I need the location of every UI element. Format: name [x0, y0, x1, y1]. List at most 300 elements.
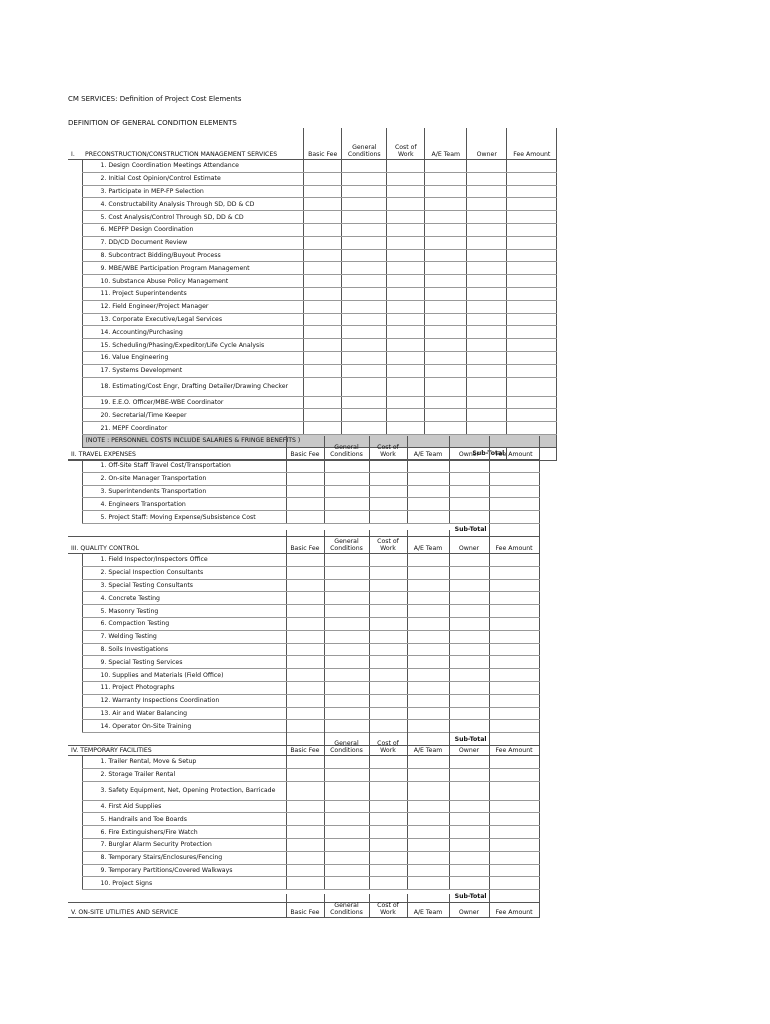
value-cell[interactable]: [286, 460, 324, 473]
value-cell[interactable]: [369, 768, 407, 781]
value-cell[interactable]: [286, 579, 324, 592]
value-cell[interactable]: [286, 838, 324, 851]
value-cell[interactable]: [449, 579, 489, 592]
value-cell[interactable]: [407, 485, 449, 498]
value-cell[interactable]: [286, 768, 324, 781]
value-cell[interactable]: [507, 300, 557, 313]
value-cell[interactable]: [369, 554, 407, 567]
value-cell[interactable]: [489, 768, 539, 781]
value-cell[interactable]: [324, 781, 369, 800]
value-cell[interactable]: [324, 838, 369, 851]
value-cell[interactable]: [304, 351, 342, 364]
value-cell[interactable]: [387, 185, 425, 198]
value-cell[interactable]: [286, 605, 324, 618]
value-cell[interactable]: [324, 756, 369, 769]
value-cell[interactable]: [387, 339, 425, 352]
value-cell[interactable]: [387, 236, 425, 249]
value-cell[interactable]: [449, 681, 489, 694]
value-cell[interactable]: [407, 592, 449, 605]
value-cell[interactable]: [407, 694, 449, 707]
value-cell[interactable]: [342, 364, 387, 377]
value-cell[interactable]: [467, 262, 507, 275]
value-cell[interactable]: [467, 377, 507, 396]
value-cell[interactable]: [324, 511, 369, 524]
value-cell[interactable]: [369, 813, 407, 826]
value-cell[interactable]: [467, 185, 507, 198]
value-cell[interactable]: [449, 643, 489, 656]
value-cell[interactable]: [449, 813, 489, 826]
value-cell[interactable]: [489, 472, 539, 485]
value-cell[interactable]: [304, 198, 342, 211]
value-cell[interactable]: [489, 498, 539, 511]
value-cell[interactable]: [324, 720, 369, 733]
value-cell[interactable]: [407, 864, 449, 877]
value-cell[interactable]: [324, 498, 369, 511]
value-cell[interactable]: [507, 287, 557, 300]
value-cell[interactable]: [449, 656, 489, 669]
value-cell[interactable]: [342, 275, 387, 288]
value-cell[interactable]: [369, 579, 407, 592]
value-cell[interactable]: [369, 826, 407, 839]
value-cell[interactable]: [489, 826, 539, 839]
value-cell[interactable]: [369, 864, 407, 877]
value-cell[interactable]: [449, 781, 489, 800]
value-cell[interactable]: [449, 566, 489, 579]
value-cell[interactable]: [425, 409, 467, 422]
value-cell[interactable]: [489, 566, 539, 579]
value-cell[interactable]: [407, 460, 449, 473]
value-cell[interactable]: [324, 768, 369, 781]
value-cell[interactable]: [304, 275, 342, 288]
value-cell[interactable]: [369, 694, 407, 707]
value-cell[interactable]: [507, 160, 557, 173]
value-cell[interactable]: [467, 422, 507, 435]
value-cell[interactable]: [425, 339, 467, 352]
value-cell[interactable]: [286, 669, 324, 682]
value-cell[interactable]: [425, 236, 467, 249]
value-cell[interactable]: [425, 422, 467, 435]
value-cell[interactable]: [304, 313, 342, 326]
value-cell[interactable]: [467, 249, 507, 262]
value-cell[interactable]: [507, 198, 557, 211]
value-cell[interactable]: [342, 396, 387, 409]
value-cell[interactable]: [286, 826, 324, 839]
value-cell[interactable]: [304, 211, 342, 224]
value-cell[interactable]: [304, 422, 342, 435]
value-cell[interactable]: [467, 275, 507, 288]
value-cell[interactable]: [467, 236, 507, 249]
value-cell[interactable]: [489, 864, 539, 877]
value-cell[interactable]: [449, 800, 489, 813]
value-cell[interactable]: [467, 364, 507, 377]
value-cell[interactable]: [449, 617, 489, 630]
value-cell[interactable]: [369, 720, 407, 733]
value-cell[interactable]: [449, 460, 489, 473]
value-cell[interactable]: [286, 707, 324, 720]
value-cell[interactable]: [387, 160, 425, 173]
value-cell[interactable]: [425, 211, 467, 224]
value-cell[interactable]: [324, 656, 369, 669]
value-cell[interactable]: [407, 720, 449, 733]
value-cell[interactable]: [342, 211, 387, 224]
value-cell[interactable]: [286, 643, 324, 656]
value-cell[interactable]: [489, 605, 539, 618]
value-cell[interactable]: [304, 172, 342, 185]
value-cell[interactable]: [387, 377, 425, 396]
value-cell[interactable]: [407, 681, 449, 694]
value-cell[interactable]: [369, 643, 407, 656]
value-cell[interactable]: [489, 669, 539, 682]
value-cell[interactable]: [324, 605, 369, 618]
value-cell[interactable]: [449, 838, 489, 851]
value-cell[interactable]: [369, 707, 407, 720]
value-cell[interactable]: [507, 313, 557, 326]
value-cell[interactable]: [449, 630, 489, 643]
value-cell[interactable]: [286, 656, 324, 669]
value-cell[interactable]: [507, 326, 557, 339]
value-cell[interactable]: [489, 681, 539, 694]
value-cell[interactable]: [489, 554, 539, 567]
value-cell[interactable]: [449, 864, 489, 877]
value-cell[interactable]: [369, 472, 407, 485]
value-cell[interactable]: [342, 300, 387, 313]
value-cell[interactable]: [324, 694, 369, 707]
value-cell[interactable]: [286, 781, 324, 800]
value-cell[interactable]: [425, 313, 467, 326]
value-cell[interactable]: [324, 864, 369, 877]
value-cell[interactable]: [286, 800, 324, 813]
value-cell[interactable]: [387, 211, 425, 224]
value-cell[interactable]: [407, 756, 449, 769]
value-cell[interactable]: [407, 656, 449, 669]
value-cell[interactable]: [407, 768, 449, 781]
value-cell[interactable]: [407, 838, 449, 851]
value-cell[interactable]: [507, 262, 557, 275]
value-cell[interactable]: [324, 472, 369, 485]
value-cell[interactable]: [507, 185, 557, 198]
value-cell[interactable]: [324, 813, 369, 826]
value-cell[interactable]: [467, 300, 507, 313]
value-cell[interactable]: [369, 605, 407, 618]
value-cell[interactable]: [449, 720, 489, 733]
value-cell[interactable]: [425, 326, 467, 339]
value-cell[interactable]: [387, 326, 425, 339]
value-cell[interactable]: [369, 630, 407, 643]
value-cell[interactable]: [324, 460, 369, 473]
value-cell[interactable]: [369, 781, 407, 800]
value-cell[interactable]: [449, 694, 489, 707]
value-cell[interactable]: [324, 800, 369, 813]
value-cell[interactable]: [407, 813, 449, 826]
value-cell[interactable]: [369, 566, 407, 579]
value-cell[interactable]: [324, 579, 369, 592]
value-cell[interactable]: [286, 864, 324, 877]
value-cell[interactable]: [387, 300, 425, 313]
value-cell[interactable]: [342, 422, 387, 435]
value-cell[interactable]: [425, 377, 467, 396]
value-cell[interactable]: [507, 396, 557, 409]
value-cell[interactable]: [407, 826, 449, 839]
value-cell[interactable]: [324, 643, 369, 656]
value-cell[interactable]: [369, 681, 407, 694]
value-cell[interactable]: [304, 300, 342, 313]
value-cell[interactable]: [387, 396, 425, 409]
value-cell[interactable]: [324, 592, 369, 605]
value-cell[interactable]: [342, 313, 387, 326]
value-cell[interactable]: [387, 409, 425, 422]
value-cell[interactable]: [507, 249, 557, 262]
value-cell[interactable]: [387, 223, 425, 236]
value-cell[interactable]: [387, 287, 425, 300]
value-cell[interactable]: [324, 669, 369, 682]
value-cell[interactable]: [369, 800, 407, 813]
value-cell[interactable]: [286, 511, 324, 524]
value-cell[interactable]: [369, 851, 407, 864]
value-cell[interactable]: [489, 694, 539, 707]
value-cell[interactable]: [304, 287, 342, 300]
value-cell[interactable]: [507, 236, 557, 249]
value-cell[interactable]: [425, 249, 467, 262]
value-cell[interactable]: [407, 472, 449, 485]
value-cell[interactable]: [407, 669, 449, 682]
value-cell[interactable]: [387, 198, 425, 211]
value-cell[interactable]: [449, 472, 489, 485]
value-cell[interactable]: [449, 554, 489, 567]
value-cell[interactable]: [369, 511, 407, 524]
value-cell[interactable]: [286, 498, 324, 511]
value-cell[interactable]: [449, 851, 489, 864]
value-cell[interactable]: [286, 756, 324, 769]
value-cell[interactable]: [449, 511, 489, 524]
value-cell[interactable]: [387, 249, 425, 262]
value-cell[interactable]: [489, 756, 539, 769]
value-cell[interactable]: [387, 422, 425, 435]
value-cell[interactable]: [407, 851, 449, 864]
value-cell[interactable]: [286, 877, 324, 890]
value-cell[interactable]: [387, 313, 425, 326]
value-cell[interactable]: [425, 198, 467, 211]
value-cell[interactable]: [467, 211, 507, 224]
value-cell[interactable]: [507, 422, 557, 435]
value-cell[interactable]: [507, 211, 557, 224]
value-cell[interactable]: [489, 813, 539, 826]
value-cell[interactable]: [286, 720, 324, 733]
value-cell[interactable]: [449, 756, 489, 769]
value-cell[interactable]: [342, 377, 387, 396]
value-cell[interactable]: [304, 236, 342, 249]
value-cell[interactable]: [507, 364, 557, 377]
value-cell[interactable]: [425, 172, 467, 185]
value-cell[interactable]: [369, 592, 407, 605]
value-cell[interactable]: [467, 351, 507, 364]
value-cell[interactable]: [489, 851, 539, 864]
value-cell[interactable]: [507, 409, 557, 422]
value-cell[interactable]: [407, 617, 449, 630]
value-cell[interactable]: [304, 185, 342, 198]
value-cell[interactable]: [286, 813, 324, 826]
value-cell[interactable]: [304, 364, 342, 377]
value-cell[interactable]: [342, 185, 387, 198]
value-cell[interactable]: [407, 511, 449, 524]
value-cell[interactable]: [286, 592, 324, 605]
value-cell[interactable]: [489, 511, 539, 524]
value-cell[interactable]: [449, 605, 489, 618]
value-cell[interactable]: [425, 160, 467, 173]
value-cell[interactable]: [489, 643, 539, 656]
value-cell[interactable]: [425, 351, 467, 364]
value-cell[interactable]: [507, 172, 557, 185]
value-cell[interactable]: [304, 339, 342, 352]
value-cell[interactable]: [449, 707, 489, 720]
value-cell[interactable]: [324, 851, 369, 864]
value-cell[interactable]: [387, 364, 425, 377]
value-cell[interactable]: [342, 409, 387, 422]
value-cell[interactable]: [342, 236, 387, 249]
value-cell[interactable]: [425, 262, 467, 275]
value-cell[interactable]: [489, 485, 539, 498]
value-cell[interactable]: [286, 630, 324, 643]
value-cell[interactable]: [467, 339, 507, 352]
value-cell[interactable]: [342, 172, 387, 185]
value-cell[interactable]: [369, 617, 407, 630]
value-cell[interactable]: [489, 838, 539, 851]
value-cell[interactable]: [449, 768, 489, 781]
value-cell[interactable]: [489, 579, 539, 592]
value-cell[interactable]: [507, 339, 557, 352]
value-cell[interactable]: [286, 554, 324, 567]
value-cell[interactable]: [304, 160, 342, 173]
value-cell[interactable]: [324, 707, 369, 720]
value-cell[interactable]: [489, 877, 539, 890]
value-cell[interactable]: [489, 707, 539, 720]
value-cell[interactable]: [369, 485, 407, 498]
value-cell[interactable]: [489, 592, 539, 605]
value-cell[interactable]: [324, 877, 369, 890]
value-cell[interactable]: [489, 781, 539, 800]
value-cell[interactable]: [425, 396, 467, 409]
value-cell[interactable]: [425, 300, 467, 313]
value-cell[interactable]: [286, 617, 324, 630]
value-cell[interactable]: [304, 326, 342, 339]
value-cell[interactable]: [449, 877, 489, 890]
value-cell[interactable]: [467, 313, 507, 326]
value-cell[interactable]: [342, 262, 387, 275]
value-cell[interactable]: [342, 160, 387, 173]
value-cell[interactable]: [489, 720, 539, 733]
value-cell[interactable]: [449, 485, 489, 498]
value-cell[interactable]: [324, 630, 369, 643]
value-cell[interactable]: [407, 877, 449, 890]
value-cell[interactable]: [369, 756, 407, 769]
value-cell[interactable]: [342, 351, 387, 364]
value-cell[interactable]: [507, 275, 557, 288]
value-cell[interactable]: [407, 554, 449, 567]
value-cell[interactable]: [467, 198, 507, 211]
value-cell[interactable]: [286, 566, 324, 579]
value-cell[interactable]: [425, 287, 467, 300]
value-cell[interactable]: [407, 566, 449, 579]
value-cell[interactable]: [507, 223, 557, 236]
value-cell[interactable]: [449, 592, 489, 605]
value-cell[interactable]: [489, 800, 539, 813]
value-cell[interactable]: [286, 472, 324, 485]
value-cell[interactable]: [304, 262, 342, 275]
value-cell[interactable]: [342, 339, 387, 352]
value-cell[interactable]: [304, 249, 342, 262]
value-cell[interactable]: [286, 694, 324, 707]
value-cell[interactable]: [342, 326, 387, 339]
value-cell[interactable]: [324, 617, 369, 630]
value-cell[interactable]: [342, 249, 387, 262]
value-cell[interactable]: [489, 656, 539, 669]
value-cell[interactable]: [467, 223, 507, 236]
value-cell[interactable]: [369, 838, 407, 851]
value-cell[interactable]: [507, 351, 557, 364]
value-cell[interactable]: [304, 396, 342, 409]
value-cell[interactable]: [507, 377, 557, 396]
value-cell[interactable]: [387, 172, 425, 185]
value-cell[interactable]: [369, 877, 407, 890]
value-cell[interactable]: [449, 498, 489, 511]
value-cell[interactable]: [407, 630, 449, 643]
value-cell[interactable]: [324, 826, 369, 839]
value-cell[interactable]: [449, 826, 489, 839]
value-cell[interactable]: [407, 781, 449, 800]
value-cell[interactable]: [407, 707, 449, 720]
value-cell[interactable]: [407, 800, 449, 813]
value-cell[interactable]: [407, 498, 449, 511]
value-cell[interactable]: [369, 669, 407, 682]
value-cell[interactable]: [467, 287, 507, 300]
value-cell[interactable]: [407, 643, 449, 656]
value-cell[interactable]: [286, 851, 324, 864]
value-cell[interactable]: [467, 409, 507, 422]
value-cell[interactable]: [407, 605, 449, 618]
value-cell[interactable]: [369, 498, 407, 511]
value-cell[interactable]: [304, 377, 342, 396]
value-cell[interactable]: [387, 351, 425, 364]
value-cell[interactable]: [407, 579, 449, 592]
value-cell[interactable]: [304, 409, 342, 422]
value-cell[interactable]: [489, 630, 539, 643]
value-cell[interactable]: [387, 262, 425, 275]
value-cell[interactable]: [324, 554, 369, 567]
value-cell[interactable]: [304, 223, 342, 236]
value-cell[interactable]: [369, 460, 407, 473]
value-cell[interactable]: [324, 485, 369, 498]
value-cell[interactable]: [369, 656, 407, 669]
value-cell[interactable]: [489, 460, 539, 473]
value-cell[interactable]: [387, 275, 425, 288]
value-cell[interactable]: [467, 160, 507, 173]
value-cell[interactable]: [342, 223, 387, 236]
value-cell[interactable]: [425, 223, 467, 236]
value-cell[interactable]: [286, 485, 324, 498]
value-cell[interactable]: [425, 185, 467, 198]
value-cell[interactable]: [467, 326, 507, 339]
value-cell[interactable]: [342, 198, 387, 211]
value-cell[interactable]: [286, 681, 324, 694]
value-cell[interactable]: [324, 566, 369, 579]
value-cell[interactable]: [425, 275, 467, 288]
value-cell[interactable]: [449, 669, 489, 682]
value-cell[interactable]: [342, 287, 387, 300]
value-cell[interactable]: [467, 396, 507, 409]
value-cell[interactable]: [489, 617, 539, 630]
value-cell[interactable]: [324, 681, 369, 694]
value-cell[interactable]: [425, 364, 467, 377]
value-cell[interactable]: [467, 172, 507, 185]
